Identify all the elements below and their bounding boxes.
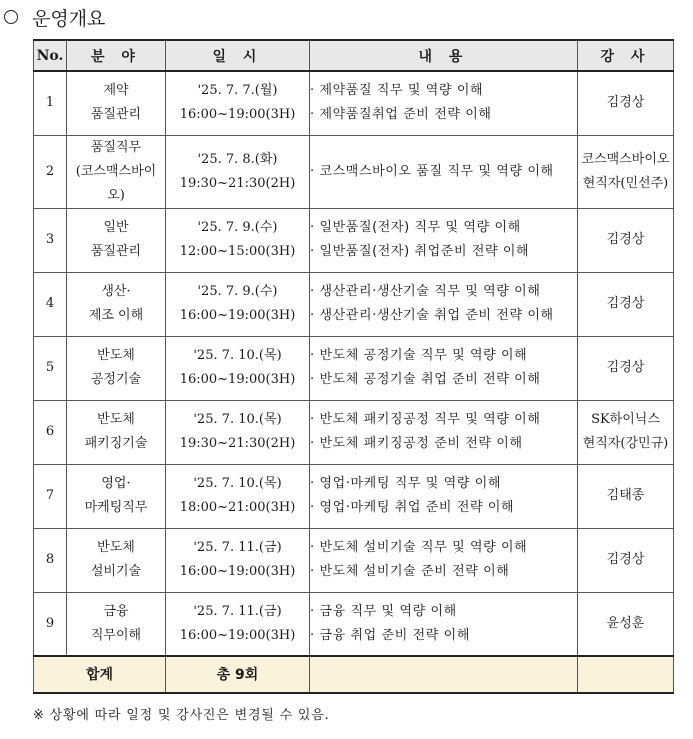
content-cell xyxy=(310,135,578,208)
lecturer-cell-line: 김경상 xyxy=(606,296,645,311)
table-row xyxy=(34,71,674,135)
field-cell-line: 생산· xyxy=(101,284,131,299)
date-cell xyxy=(166,71,310,135)
field-cell xyxy=(67,400,166,464)
content-cell-line: · 반도체 설비기술 직무 및 역량 이해 xyxy=(310,540,528,555)
lecturer-cell-line: 김경상 xyxy=(606,232,645,247)
header-content: 내 용 xyxy=(310,40,578,71)
row-number: 1 xyxy=(34,71,67,135)
field-cell-line: 설비기술 xyxy=(90,564,142,579)
lecturer-cell xyxy=(578,272,674,336)
field-cell-line: 품질직무 xyxy=(90,139,142,155)
content-cell-line: · 영업·마케팅 취업 준비 전략 이해 xyxy=(310,500,515,515)
content-cell xyxy=(310,208,578,272)
date-cell-line: 19:30~21:30(2H) xyxy=(179,436,296,451)
content-cell-line: · 제약품질 직무 및 역량 이해 xyxy=(310,83,484,99)
date-cell xyxy=(166,208,310,272)
content-cell-line: · 반도체 공정기술 직무 및 역량 이해 xyxy=(310,348,528,363)
date-cell xyxy=(166,592,310,656)
lecturer-cell-line: SK하이닉스 xyxy=(591,412,660,427)
content-cell xyxy=(310,400,578,464)
date-cell-line: 16:00~19:00(3H) xyxy=(179,627,296,643)
row-number: 5 xyxy=(34,336,67,400)
footnote: ※ 상황에 따라 일정 및 강사진은 변경될 수 있음. xyxy=(33,708,330,723)
date-cell-line: 18:00~21:00(3H) xyxy=(179,500,296,515)
content-cell-line: · 일반품질(전자) 직무 및 역량 이해 xyxy=(310,220,521,235)
date-cell-line: '25. 7. 9.(수) xyxy=(197,284,278,299)
row-number: 9 xyxy=(34,592,67,656)
field-cell-line: (코스맥스바이오) xyxy=(75,163,157,203)
lecturer-cell-line: 김경상 xyxy=(606,552,645,567)
lecturer-cell-line: 현직자(강민규) xyxy=(582,436,669,451)
date-cell-line: '25. 7. 9.(수) xyxy=(197,220,278,235)
date-cell-line: 16:00~19:00(3H) xyxy=(179,107,296,123)
field-cell xyxy=(67,208,166,272)
field-cell xyxy=(67,528,166,592)
lecturer-cell xyxy=(578,135,674,208)
lecturer-cell xyxy=(578,592,674,656)
table-footer-row xyxy=(34,656,674,693)
content-cell-line: · 제약품질취업 준비 전략 이해 xyxy=(310,107,492,123)
header-field: 분 야 xyxy=(67,40,166,71)
date-cell-line: '25. 7. 11.(금) xyxy=(193,540,282,555)
table-row xyxy=(34,135,674,208)
row-number: 2 xyxy=(34,135,67,208)
content-cell xyxy=(310,528,578,592)
field-cell xyxy=(67,592,166,656)
header-date: 일 시 xyxy=(166,40,310,71)
lecturer-cell-line: 코스맥스바이오 xyxy=(581,151,670,167)
date-cell xyxy=(166,135,310,208)
content-cell-line: · 금융 직무 및 역량 이해 xyxy=(310,603,457,619)
row-number: 3 xyxy=(34,208,67,272)
date-cell xyxy=(166,528,310,592)
content-cell-line: · 금융 취업 준비 전략 이해 xyxy=(310,627,470,643)
date-cell-line: '25. 7. 10.(목) xyxy=(193,412,282,427)
table-row xyxy=(34,528,674,592)
table-row xyxy=(34,208,674,272)
content-cell-line: · 생산관리·생산기술 취업 준비 전략 이해 xyxy=(310,308,554,323)
table-row xyxy=(34,272,674,336)
date-cell-line: 16:00~19:00(3H) xyxy=(179,372,296,387)
date-cell-line: '25. 7. 10.(목) xyxy=(193,476,282,491)
field-cell-line: 품질관리 xyxy=(90,107,142,123)
field-cell-line: 패키징기술 xyxy=(84,436,148,451)
field-cell xyxy=(67,336,166,400)
lecturer-cell xyxy=(578,336,674,400)
lecturer-cell-line: 김태종 xyxy=(606,488,645,503)
field-cell-line: 반도체 xyxy=(97,412,135,427)
field-cell-line: 제조 이해 xyxy=(88,308,144,323)
field-cell-line: 영업· xyxy=(101,476,131,491)
field-cell-line: 금융 xyxy=(103,603,129,619)
lecturer-cell xyxy=(578,464,674,528)
footer-empty-cell xyxy=(310,656,578,693)
row-number: 8 xyxy=(34,528,67,592)
content-cell-line: · 일반품질(전자) 취업준비 전략 이해 xyxy=(310,244,530,259)
lecturer-cell xyxy=(578,208,674,272)
field-cell-line: 반도체 xyxy=(97,540,135,555)
content-cell xyxy=(310,336,578,400)
content-cell-line: · 반도체 패키징공정 준비 전략 이해 xyxy=(310,436,523,451)
content-cell xyxy=(310,272,578,336)
date-cell-line: 16:00~19:00(3H) xyxy=(179,308,296,323)
table-row xyxy=(34,464,674,528)
row-number: 4 xyxy=(34,272,67,336)
content-cell xyxy=(310,464,578,528)
field-cell-line: 반도체 xyxy=(97,348,135,363)
date-cell-line: '25. 7. 7.(월) xyxy=(197,83,278,99)
footer-total: 총 9회 xyxy=(166,656,310,693)
field-cell-line: 공정기술 xyxy=(90,372,142,387)
content-cell xyxy=(310,592,578,656)
date-cell xyxy=(166,464,310,528)
date-cell-line: '25. 7. 10.(목) xyxy=(193,348,282,363)
lecturer-cell xyxy=(578,400,674,464)
table-row xyxy=(34,592,674,656)
table-row xyxy=(34,336,674,400)
circle-bullet-icon xyxy=(4,10,18,24)
lecturer-cell-line: 김경상 xyxy=(606,360,645,375)
content-cell-line: · 반도체 설비기술 준비 전략 이해 xyxy=(310,564,510,579)
lecturer-cell-line: 현직자(민선주) xyxy=(582,175,669,191)
table-header-row xyxy=(34,40,674,71)
content-cell xyxy=(310,71,578,135)
footer-label: 합계 xyxy=(34,656,166,693)
date-cell xyxy=(166,400,310,464)
date-cell xyxy=(166,336,310,400)
schedule-table xyxy=(33,39,674,694)
content-cell-line: · 반도체 공정기술 취업 준비 전략 이해 xyxy=(310,372,541,387)
table-row xyxy=(34,400,674,464)
section-title xyxy=(4,2,105,32)
field-cell-line: 품질관리 xyxy=(90,244,142,259)
date-cell xyxy=(166,272,310,336)
date-cell-line: '25. 7. 11.(금) xyxy=(193,603,282,619)
lecturer-cell-line: 김경상 xyxy=(606,95,645,111)
header-lecturer: 강 사 xyxy=(578,40,674,71)
field-cell xyxy=(67,135,166,208)
field-cell xyxy=(67,272,166,336)
field-cell-line: 마케팅직무 xyxy=(84,500,148,515)
content-cell-line: · 반도체 패키징공정 직무 및 역량 이해 xyxy=(310,412,541,427)
row-number: 6 xyxy=(34,400,67,464)
field-cell-line: 제약 xyxy=(103,83,129,99)
lecturer-cell xyxy=(578,528,674,592)
content-cell-line: · 영업·마케팅 직무 및 역량 이해 xyxy=(310,476,502,491)
footer-empty-cell xyxy=(578,656,674,693)
section-title-text: 운영개요 xyxy=(32,7,106,30)
row-number: 7 xyxy=(34,464,67,528)
field-cell-line: 직무이해 xyxy=(90,627,142,643)
date-cell-line: 16:00~19:00(3H) xyxy=(179,564,296,579)
content-cell-line: · 생산관리·생산기술 직무 및 역량 이해 xyxy=(310,284,541,299)
lecturer-cell xyxy=(578,71,674,135)
field-cell xyxy=(67,71,166,135)
content-cell-line: · 코스맥스바이오 품질 직무 및 역량 이해 xyxy=(310,163,554,179)
field-cell xyxy=(67,464,166,528)
lecturer-cell-line: 윤성훈 xyxy=(606,615,645,631)
date-cell-line: 12:00~15:00(3H) xyxy=(179,244,296,259)
header-no: No. xyxy=(34,40,67,71)
date-cell-line: 19:30~21:30(2H) xyxy=(179,175,296,191)
field-cell-line: 일반 xyxy=(103,220,129,235)
date-cell-line: '25. 7. 8.(화) xyxy=(197,151,278,167)
